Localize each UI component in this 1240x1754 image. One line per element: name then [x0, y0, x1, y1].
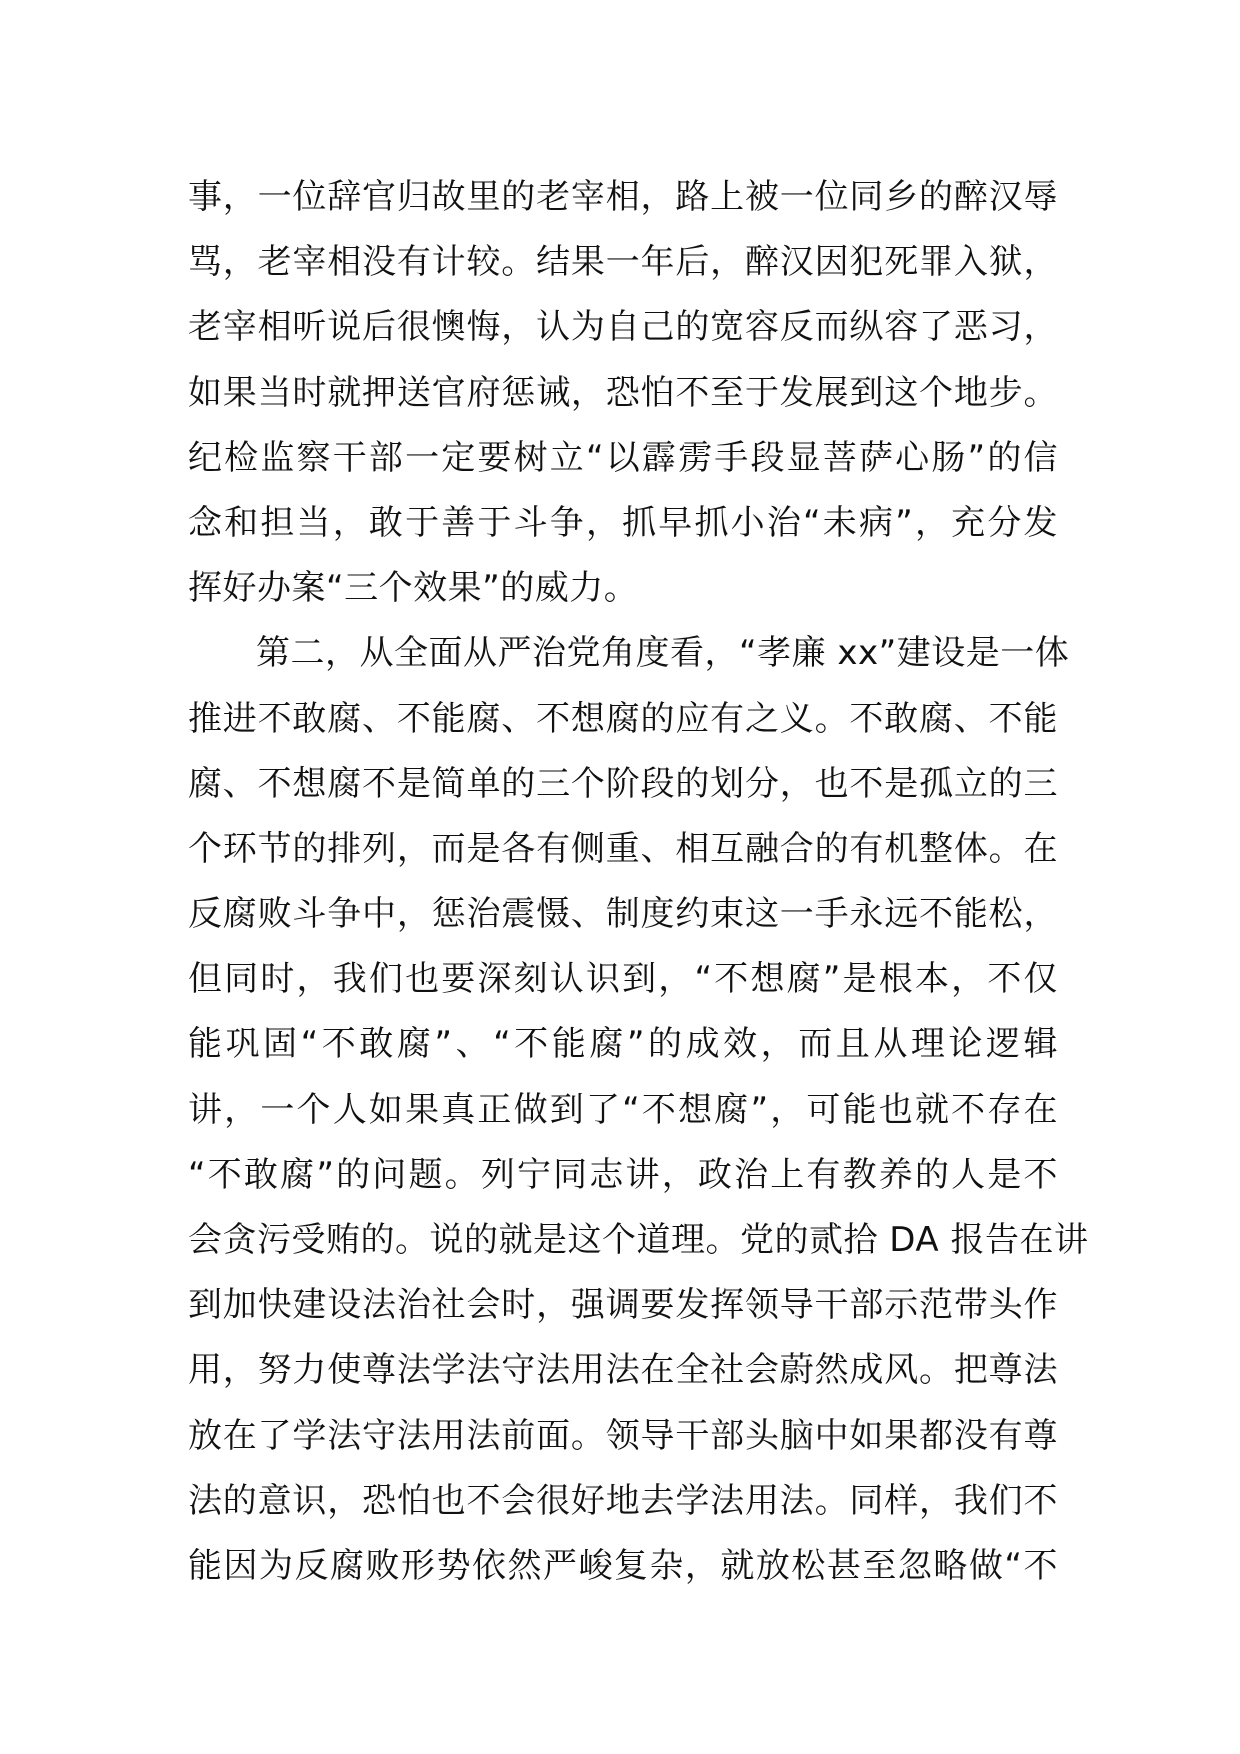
- text-line: 纪检监察干部一定要树立“以霹雳手段显菩萨心肠”的信: [188, 437, 1058, 478]
- text-line: 到加快建设法治社会时，强调要发挥领导干部示范带头作: [188, 1285, 1058, 1326]
- text-line: 骂，老宰相没有计较。结果一年后，醉汉因犯死罪入狱，: [188, 242, 1058, 283]
- text-line: 念和担当，敢于善于斗争，抓早抓小治“未病”，充分发: [188, 502, 1058, 543]
- text-line: 能巩固“不敢腐”、“不能腐”的成效，而且从理论逻辑: [188, 1024, 1058, 1065]
- text-line: 第二，从全面从严治党角度看，“孝廉 xx”建设是一体: [256, 633, 1070, 674]
- text-line: 老宰相听说后很懊悔，认为自己的宽容反而纵容了恶习，: [188, 307, 1058, 348]
- text-line: 但同时，我们也要深刻认识到，“不想腐”是根本，不仅: [188, 959, 1058, 1000]
- text-line: 法的意识，恐怕也不会很好地去学法用法。同样，我们不: [188, 1480, 1058, 1521]
- document-body: [188, 165, 1089, 1599]
- paragraph-1: [188, 165, 1058, 621]
- text-line: 用，努力使尊法学法守法用法在全社会蔚然成风。把尊法: [188, 1350, 1058, 1391]
- text-line: 挥好办案“三个效果”的威力。: [188, 568, 639, 609]
- text-line: 能因为反腐败形势依然严峻复杂，就放松甚至忽略做“不: [188, 1545, 1058, 1586]
- text-line: 反腐败斗争中，惩治震慑、制度约束这一手永远不能松，: [188, 894, 1058, 935]
- text-line: “不敢腐”的问题。列宁同志讲，政治上有教养的人是不: [188, 1154, 1058, 1195]
- paragraph-2: [188, 621, 1089, 1599]
- text-line: 讲，一个人如果真正做到了“不想腐”，可能也就不存在: [188, 1089, 1058, 1130]
- text-line: 推进不敢腐、不能腐、不想腐的应有之义。不敢腐、不能: [188, 698, 1058, 739]
- text-line: 会贪污受贿的。说的就是这个道理。党的贰拾 DA 报告在讲: [188, 1220, 1089, 1260]
- text-line: 放在了学法守法用法前面。领导干部头脑中如果都没有尊: [188, 1415, 1058, 1456]
- text-line: 如果当时就押送官府惩诫，恐怕不至于发展到这个地步。: [188, 372, 1058, 413]
- text-line: 事，一位辞官归故里的老宰相，路上被一位同乡的醉汉辱: [188, 177, 1058, 217]
- text-line: 个环节的排列，而是各有侧重、相互融合的有机整体。在: [188, 828, 1058, 869]
- text-line: 腐、不想腐不是简单的三个阶段的划分，也不是孤立的三: [188, 763, 1058, 804]
